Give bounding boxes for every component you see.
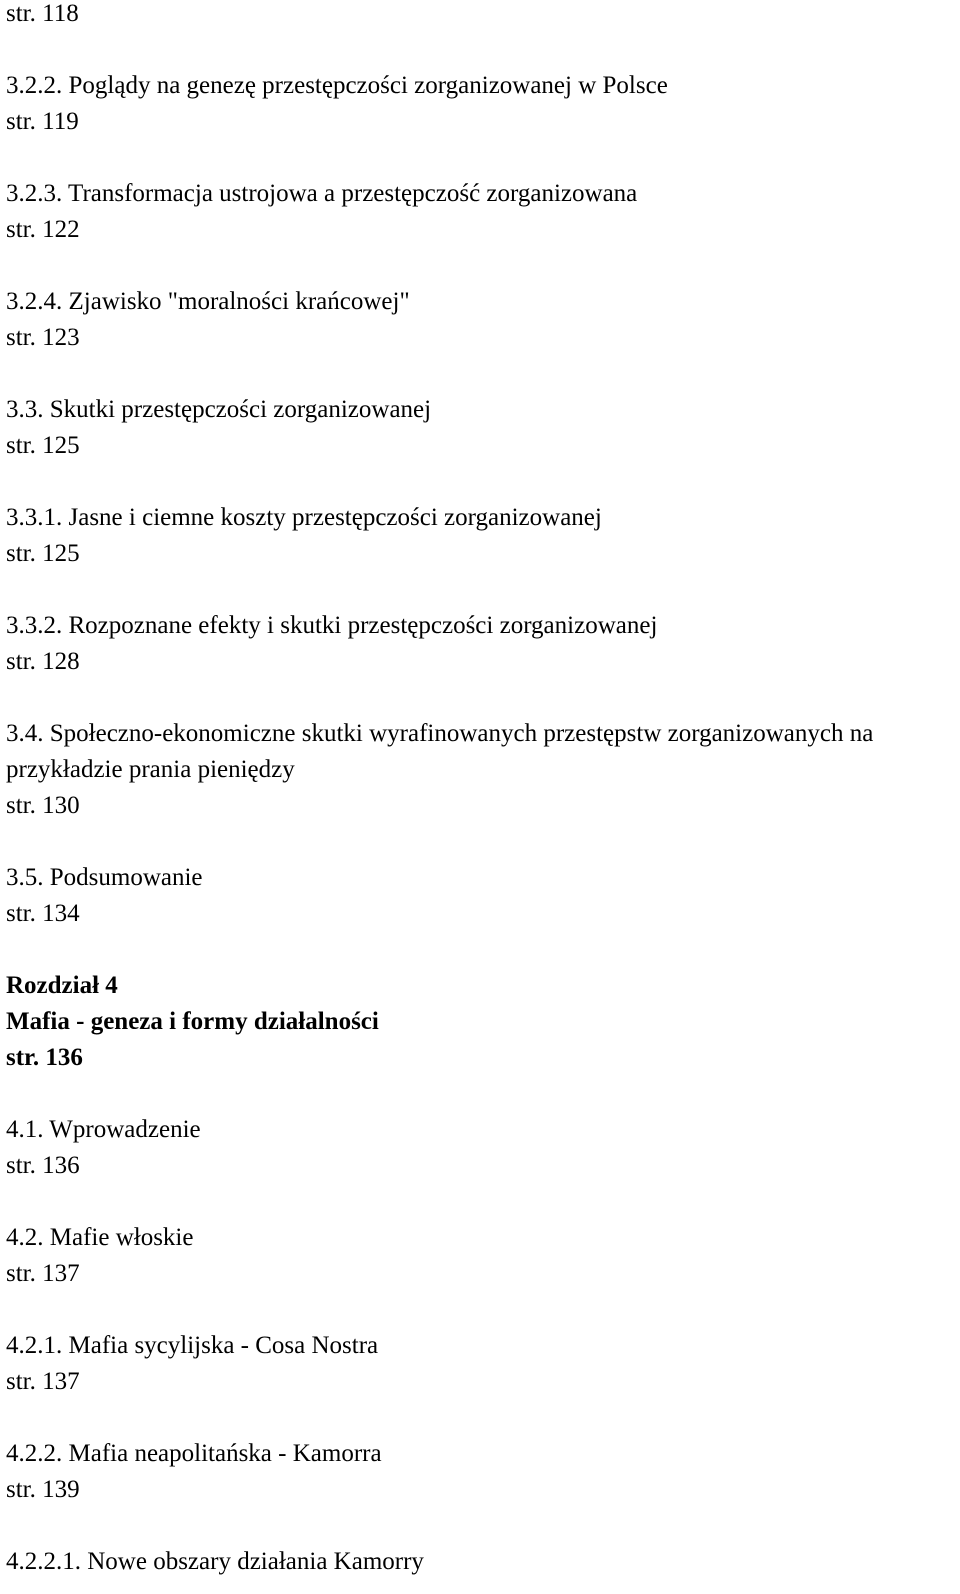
table-of-contents (6, 0, 956, 1584)
page-number: str. 136 (6, 1044, 83, 1071)
page-number: str. 125 (6, 540, 80, 567)
page-number: str. 139 (6, 1476, 80, 1503)
toc-entry (6, 1548, 956, 1584)
spacer (6, 1404, 956, 1440)
toc-entry-title[interactable]: 4.2.1. Mafia sycylijska - Cosa Nostra (6, 1332, 379, 1359)
page-number: str. 134 (6, 900, 80, 927)
toc-entry (6, 720, 956, 828)
spacer (6, 828, 956, 864)
page-number: str. 118 (6, 0, 79, 27)
spacer (6, 1188, 956, 1224)
spacer (6, 1080, 956, 1116)
spacer (6, 576, 956, 612)
toc-entry-title[interactable]: 4.2. Mafie włoskie (6, 1224, 194, 1251)
page-number: str. 119 (6, 108, 79, 135)
chapter-label[interactable]: Rozdział 4 (6, 972, 118, 999)
spacer (6, 360, 956, 396)
toc-entry-title[interactable]: 4.2.2. Mafia neapolitańska - Kamorra (6, 1440, 382, 1467)
spacer (6, 936, 956, 972)
toc-entry (6, 288, 956, 360)
toc-entry (6, 1440, 956, 1512)
toc-entry (6, 1116, 956, 1188)
toc-entry-title[interactable]: 3.3.1. Jasne i ciemne koszty przestępczości zorganizowanej (6, 504, 602, 531)
toc-entry (6, 180, 956, 252)
toc-entry-title[interactable]: 3.2.4. Zjawisko "moralności krańcowej" (6, 288, 410, 315)
spacer (6, 468, 956, 504)
toc-entry (6, 1332, 956, 1404)
page-number: str. 137 (6, 1260, 80, 1287)
toc-entry (6, 72, 956, 144)
page-number: str. 125 (6, 432, 80, 459)
spacer (6, 684, 956, 720)
chapter-heading (6, 972, 956, 1080)
toc-entry (6, 612, 956, 684)
spacer (6, 1296, 956, 1332)
toc-entry-title[interactable]: 3.2.2. Poglądy na genezę przestępczości zorganizowanej w Polsce (6, 72, 668, 99)
toc-entry-title[interactable]: 3.2.3. Transformacja ustrojowa a przestępczość zorganizowana (6, 180, 638, 207)
toc-entry (6, 1224, 956, 1296)
page-number: str. 137 (6, 1368, 80, 1395)
spacer (6, 1512, 956, 1548)
toc-entry-title[interactable]: 3.5. Podsumowanie (6, 864, 203, 891)
page-number: str. 136 (6, 1152, 80, 1179)
chapter-title[interactable]: Mafia - geneza i formy działalności (6, 1008, 379, 1035)
spacer (6, 144, 956, 180)
toc-entry (6, 864, 956, 936)
toc-entry-title-continued[interactable]: przykładzie prania pieniędzy (6, 756, 295, 783)
toc-entry-title[interactable]: 3.3. Skutki przestępczości zorganizowanej (6, 396, 432, 423)
toc-entry-title[interactable]: 4.1. Wprowadzenie (6, 1116, 201, 1143)
spacer (6, 252, 956, 288)
toc-entry (6, 396, 956, 468)
toc-entry-title[interactable]: 3.3.2. Rozpoznane efekty i skutki przestępczości zorganizowanej (6, 612, 658, 639)
page-number: str. 130 (6, 792, 80, 819)
page-number: str. 128 (6, 648, 80, 675)
toc-entry-title[interactable]: 4.2.2.1. Nowe obszary działania Kamorry (6, 1548, 424, 1575)
toc-entry (6, 504, 956, 576)
toc-entry-title[interactable]: 3.4. Społeczno-ekonomiczne skutki wyrafinowanych przestępstw zorganizowanych na (6, 720, 874, 747)
page-number: str. 123 (6, 324, 80, 351)
page-number: str. 122 (6, 216, 80, 243)
spacer (6, 36, 956, 72)
